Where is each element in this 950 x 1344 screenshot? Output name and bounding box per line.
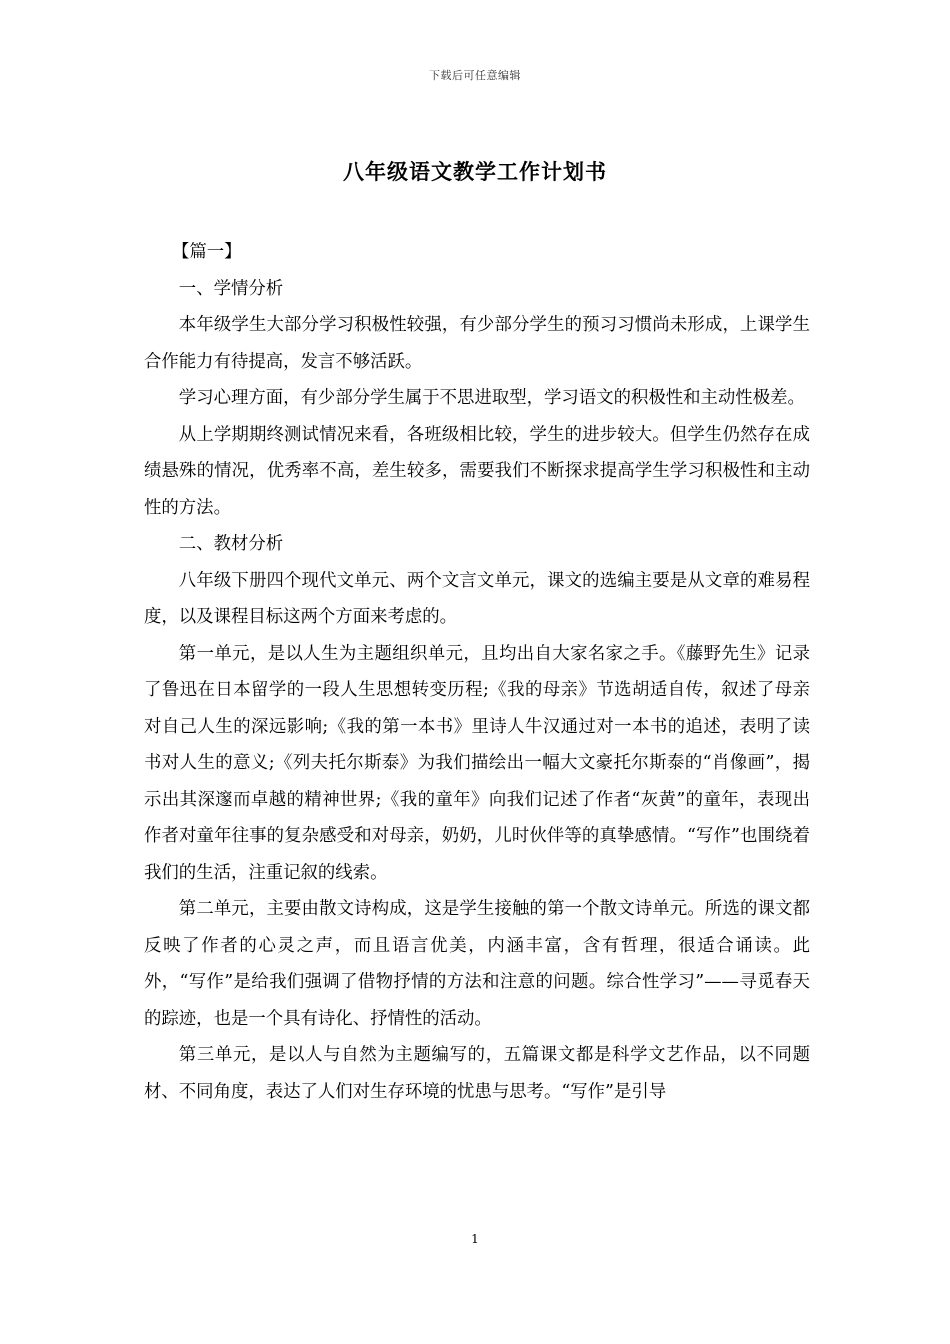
paragraph-1: 本年级学生大部分学习积极性较强，有少部分学生的预习习惯尚未形成，上课学生合作能力有待提高，发言不够活跃。 (144, 315, 810, 372)
paragraph-7: 第三单元，是以人与自然为主题编写的，五篇课文都是科学文艺作品，以不同题材、不同角度，表达了人们对生存环境的忧患与思考。“写作”是引导 (144, 1045, 810, 1102)
document-title: 八年级语文教学工作计划书 (343, 159, 607, 184)
header-note: 下载后可任意编辑 (429, 69, 521, 82)
section-label: 【篇一】 (172, 242, 242, 262)
paragraph-4: 八年级下册四个现代文单元、两个文言文单元，课文的选编主要是从文章的难易程度，以及课程目标这两个方面来考虑的。 (144, 570, 810, 627)
document-body (144, 234, 810, 1110)
paragraph-5: 第一单元，是以人生为主题组织单元，且均出自大家名家之手。《藤野先生》记录了鲁迅在日本留学的一段人生思想转变历程;《我的母亲》节选胡适自传，叙述了母亲对自己人生的深远影响;《我的第一本书》里诗人牛汉通过对一本书的追述，表明了读书对人生的意义;《列夫托尔斯泰》为我们描绘出一幅大文豪托尔斯泰的“肖像画”，揭示出其深邃而卓越的精神世界;《我的童年》向我们记述了作者“灰黄”的童年，表现出作者对童年往事的复杂感受和对母亲，奶奶，儿时伙伴等的真挚感情。“写作”也围绕着我们的生活，注重记叙的线索。 (144, 643, 810, 883)
paragraph-6: 第二单元，主要由散文诗构成，这是学生接触的第一个散文诗单元。所选的课文都反映了作者的心灵之声，而且语言优美，内涵丰富，含有哲理，很适合诵读。此外，“写作”是给我们强调了借物抒情的方法和注意的问题。综合性学习”——寻觅春天的踪迹，也是一个具有诗化、抒情性的活动。 (144, 899, 810, 1029)
section-heading-1: 一、学情分析 (178, 278, 284, 299)
section-heading-2: 二、教材分析 (178, 534, 284, 554)
page-number: 1 (471, 1232, 479, 1246)
paragraph-2: 学习心理方面，有少部分学生属于不思进取型，学习语文的积极性和主动性极差。 (178, 388, 805, 408)
paragraph-3: 从上学期期终测试情况来看，各班级相比较，学生的进步较大。但学生仍然存在成绩悬殊的情况，优秀率不高，差生较多，需要我们不断探求提高学生学习积极性和主动性的方法。 (144, 424, 810, 518)
